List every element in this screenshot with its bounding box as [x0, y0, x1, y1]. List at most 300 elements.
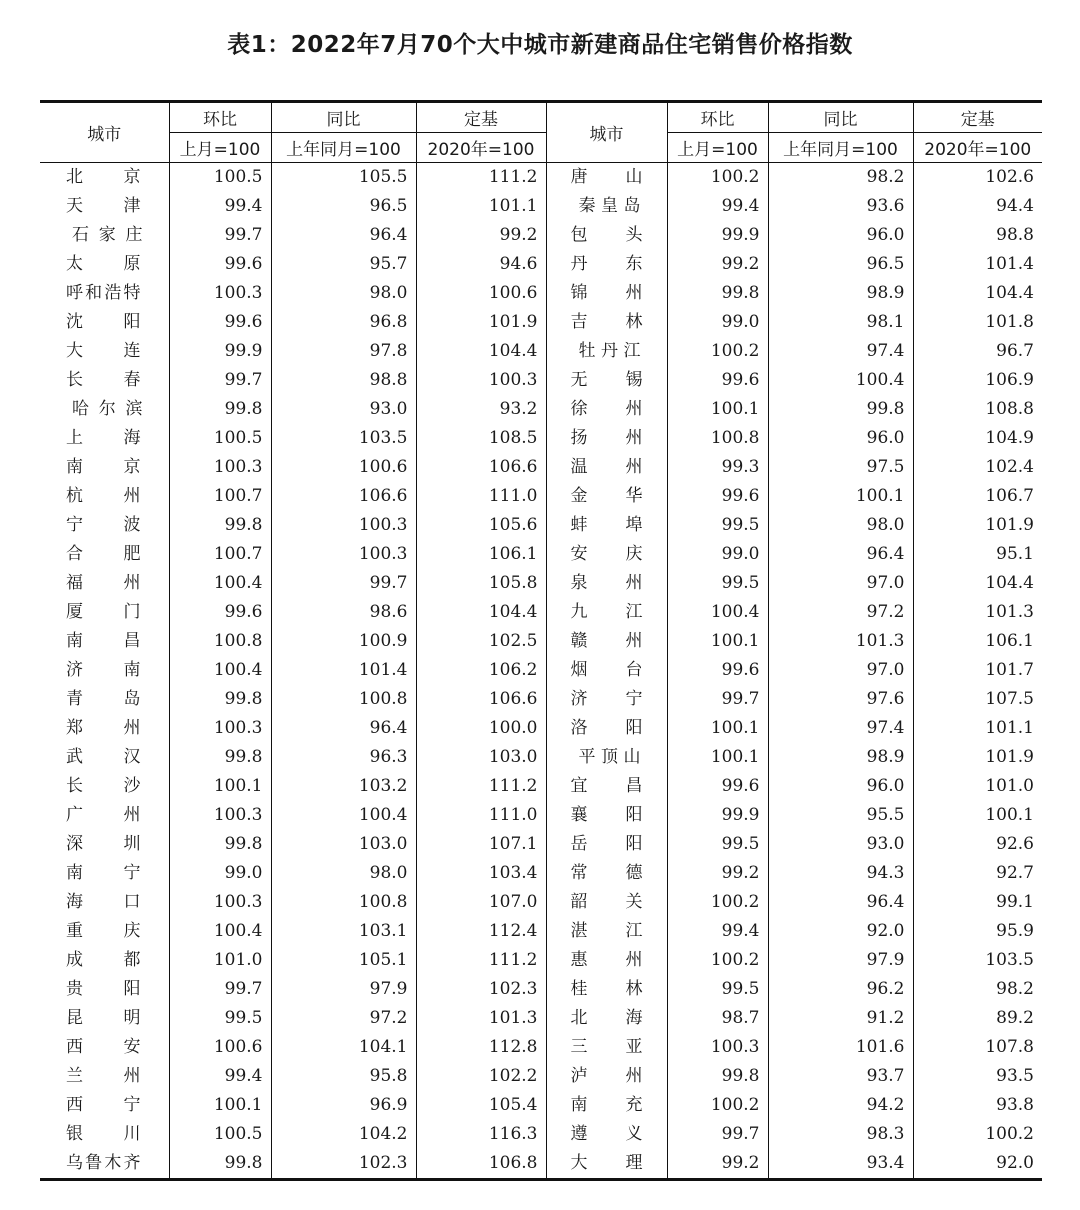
yoy-value-left: 103.5	[271, 424, 416, 453]
mom-value-right: 99.6	[667, 366, 768, 395]
mom-value-right: 99.5	[667, 975, 768, 1004]
yoy-value-right: 98.9	[768, 743, 913, 772]
fixed-value-left: 107.0	[416, 888, 546, 917]
mom-value-left: 99.8	[169, 830, 271, 859]
city-name-text: 北 海	[570, 1008, 643, 1028]
yoy-value-right: 97.2	[768, 598, 913, 627]
city-name-right	[546, 221, 667, 250]
mom-value-right: 99.7	[667, 685, 768, 714]
mom-value-left: 99.4	[169, 1062, 271, 1091]
fixed-value-left: 111.0	[416, 482, 546, 511]
city-name-text: 北 京	[66, 167, 141, 187]
table-row	[40, 772, 1042, 801]
city-name-text: 泉 州	[570, 573, 643, 593]
city-name-right	[546, 1091, 667, 1120]
yoy-value-left: 104.2	[271, 1120, 416, 1149]
fixed-value-right: 101.7	[985, 660, 1034, 680]
city-name-left	[40, 424, 169, 453]
yoy-value-right: 98.3	[768, 1120, 913, 1149]
city-name-right	[546, 1033, 667, 1062]
mom-value-right: 100.2	[667, 1091, 768, 1120]
city-name-text: 福 州	[66, 573, 141, 593]
yoy-value-left: 100.8	[271, 888, 416, 917]
table-row	[40, 917, 1042, 946]
city-name-left	[40, 569, 169, 598]
city-name-right	[546, 511, 667, 540]
table-row	[40, 1149, 1042, 1180]
city-name-text: 无 锡	[570, 370, 643, 390]
yoy-value-left: 105.1	[271, 946, 416, 975]
yoy-value-left: 97.8	[271, 337, 416, 366]
mom-value-left: 99.7	[169, 975, 271, 1004]
city-name-text: 长 沙	[66, 776, 141, 796]
mom-value-left: 99.5	[169, 1004, 271, 1033]
fixed-value-left: 99.2	[416, 221, 546, 250]
fixed-value-left: 101.3	[416, 1004, 546, 1033]
city-name-left	[40, 975, 169, 1004]
mom-value-left: 99.4	[169, 192, 271, 221]
city-name-text: 蚌 埠	[570, 515, 643, 535]
city-name-left	[40, 946, 169, 975]
mom-value-right: 99.9	[667, 801, 768, 830]
fixed-value-right: 92.7	[996, 863, 1034, 883]
mom-value-right: 99.0	[667, 308, 768, 337]
fixed-value-right: 104.4	[985, 283, 1034, 303]
table-row	[40, 946, 1042, 975]
mom-value-right: 99.9	[667, 221, 768, 250]
price-index-table	[40, 100, 1042, 1181]
fixed-value-right: 101.9	[985, 747, 1034, 767]
fixed-value-right: 98.8	[996, 225, 1034, 245]
fixed-value-right: 102.4	[985, 457, 1034, 477]
yoy-value-right: 100.4	[768, 366, 913, 395]
city-name-text: 温 州	[570, 457, 643, 477]
mom-value-left: 100.4	[169, 917, 271, 946]
table-title: 表1：2022年7月70个大中城市新建商品住宅销售价格指数	[227, 32, 853, 58]
city-name-left	[40, 598, 169, 627]
city-name-left	[40, 627, 169, 656]
mom-value-right: 100.1	[667, 743, 768, 772]
fixed-value-right: 101.9	[985, 515, 1034, 535]
city-name-text: 洛 阳	[570, 718, 643, 738]
yoy-value-left: 96.4	[271, 714, 416, 743]
yoy-value-right: 92.0	[768, 917, 913, 946]
table-row	[40, 714, 1042, 743]
city-name-text: 丹 东	[570, 254, 643, 274]
table-row	[40, 366, 1042, 395]
yoy-value-left: 95.7	[271, 250, 416, 279]
fixed-value-left: 102.2	[416, 1062, 546, 1091]
city-name-text: 宜 昌	[570, 776, 643, 796]
mom-value-right: 98.7	[667, 1004, 768, 1033]
table-row	[40, 453, 1042, 482]
table-row	[40, 250, 1042, 279]
fixed-value-left: 101.9	[416, 308, 546, 337]
table-row	[40, 163, 1042, 193]
fixed-value-right: 100.1	[985, 805, 1034, 825]
mom-value-left: 100.3	[169, 888, 271, 917]
fixed-value-right: 103.5	[985, 950, 1034, 970]
fixed-value-right: 95.9	[996, 921, 1034, 941]
city-name-right	[546, 1120, 667, 1149]
fixed-value-right: 92.6	[996, 834, 1034, 854]
table-header	[40, 102, 1042, 163]
city-name-text: 平 顶 山	[578, 747, 641, 767]
fixed-value-left: 106.8	[416, 1149, 546, 1180]
fixed-value-left: 106.2	[416, 656, 546, 685]
city-name-right	[546, 279, 667, 308]
city-name-text: 桂 林	[570, 979, 643, 999]
fixed-value-left: 101.1	[416, 192, 546, 221]
city-name-left	[40, 888, 169, 917]
city-name-text: 南 宁	[66, 863, 141, 883]
yoy-value-right: 96.2	[768, 975, 913, 1004]
header-mom-right: 环比	[667, 102, 768, 133]
city-name-right	[546, 1149, 667, 1180]
city-name-text: 青 岛	[66, 689, 141, 709]
city-name-text: 太 原	[66, 254, 141, 274]
city-name-right	[546, 656, 667, 685]
header-mom-base-right: 上月=100	[667, 133, 768, 163]
mom-value-right: 100.8	[667, 424, 768, 453]
yoy-value-left: 98.8	[271, 366, 416, 395]
yoy-value-right: 101.3	[768, 627, 913, 656]
city-name-text: 深 圳	[66, 834, 141, 854]
fixed-value-left: 107.1	[416, 830, 546, 859]
table-row	[40, 975, 1042, 1004]
city-name-text: 韶 关	[570, 892, 643, 912]
fixed-value-right: 104.4	[985, 573, 1034, 593]
mom-value-left: 99.8	[169, 743, 271, 772]
city-name-left	[40, 395, 169, 424]
city-name-left	[40, 772, 169, 801]
city-name-right	[546, 946, 667, 975]
city-name-text: 昆 明	[66, 1008, 141, 1028]
city-name-text: 贵 阳	[66, 979, 141, 999]
city-name-right	[546, 743, 667, 772]
mom-value-left: 100.1	[169, 772, 271, 801]
yoy-value-right: 97.6	[768, 685, 913, 714]
mom-value-left: 100.4	[169, 569, 271, 598]
city-name-text: 长 春	[66, 370, 141, 390]
mom-value-right: 99.7	[667, 1120, 768, 1149]
fixed-value-right: 92.0	[913, 1149, 1042, 1180]
city-name-right	[546, 888, 667, 917]
mom-value-left: 100.4	[169, 656, 271, 685]
city-name-text: 湛 江	[570, 921, 643, 941]
yoy-value-right: 98.1	[768, 308, 913, 337]
fixed-value-right: 101.0	[985, 776, 1034, 796]
yoy-value-right: 101.6	[768, 1033, 913, 1062]
mom-value-left: 99.6	[169, 308, 271, 337]
yoy-value-left: 96.4	[271, 221, 416, 250]
yoy-value-left: 106.6	[271, 482, 416, 511]
fixed-value-right: 98.2	[996, 979, 1034, 999]
table-row	[40, 540, 1042, 569]
mom-value-right: 99.8	[667, 1062, 768, 1091]
city-name-text: 合 肥	[66, 544, 141, 564]
city-name-right	[546, 424, 667, 453]
city-name-right	[546, 627, 667, 656]
city-name-right	[546, 482, 667, 511]
city-name-text: 海 口	[66, 892, 141, 912]
city-name-text: 唐 山	[570, 167, 643, 187]
table-row	[40, 337, 1042, 366]
mom-value-left: 100.5	[169, 1120, 271, 1149]
mom-value-left: 99.0	[169, 859, 271, 888]
mom-value-right: 100.2	[667, 888, 768, 917]
mom-value-right: 99.6	[667, 772, 768, 801]
header-fixed-base-right: 2020年=100	[913, 133, 1042, 163]
yoy-value-right: 97.4	[768, 337, 913, 366]
mom-value-left: 100.5	[169, 424, 271, 453]
yoy-value-right: 96.5	[768, 250, 913, 279]
yoy-value-left: 101.4	[271, 656, 416, 685]
city-name-text: 沈 阳	[66, 312, 141, 332]
mom-value-left: 100.3	[169, 279, 271, 308]
city-name-right	[546, 685, 667, 714]
yoy-value-left: 96.8	[271, 308, 416, 337]
fixed-value-left: 100.3	[416, 366, 546, 395]
city-name-left	[40, 221, 169, 250]
city-name-left	[40, 917, 169, 946]
yoy-value-left: 103.0	[271, 830, 416, 859]
header-mom-left: 环比	[169, 102, 271, 133]
mom-value-right: 100.2	[667, 946, 768, 975]
city-name-left	[40, 859, 169, 888]
mom-value-right: 99.6	[667, 482, 768, 511]
fixed-value-right: 106.9	[985, 370, 1034, 390]
city-name-text: 南 充	[570, 1095, 643, 1115]
city-name-text: 秦 皇 岛	[578, 196, 641, 216]
yoy-value-right: 98.0	[768, 511, 913, 540]
fixed-value-right: 101.3	[985, 602, 1034, 622]
yoy-value-left: 100.3	[271, 511, 416, 540]
header-yoy-base-right: 上年同月=100	[768, 133, 913, 163]
city-name-right	[546, 830, 667, 859]
city-name-text: 银 川	[66, 1124, 141, 1144]
yoy-value-right: 96.0	[768, 221, 913, 250]
city-name-right	[546, 308, 667, 337]
yoy-value-left: 96.9	[271, 1091, 416, 1120]
city-name-text: 天 津	[66, 196, 141, 216]
yoy-value-right: 93.4	[768, 1149, 913, 1180]
yoy-value-right: 97.9	[768, 946, 913, 975]
yoy-value-right: 96.0	[768, 772, 913, 801]
yoy-value-left: 103.1	[271, 917, 416, 946]
yoy-value-left: 95.8	[271, 1062, 416, 1091]
yoy-value-right: 97.5	[768, 453, 913, 482]
table-row	[40, 569, 1042, 598]
yoy-value-left: 97.9	[271, 975, 416, 1004]
city-name-left	[40, 1149, 169, 1180]
yoy-value-right: 97.0	[768, 656, 913, 685]
city-name-left	[40, 714, 169, 743]
city-name-text: 乌 鲁 木 齐	[66, 1153, 141, 1173]
table-row	[40, 192, 1042, 221]
city-name-left	[40, 366, 169, 395]
table-row	[40, 221, 1042, 250]
table-row	[40, 1091, 1042, 1120]
mom-value-left: 99.8	[169, 1149, 271, 1180]
header-yoy-left: 同比	[271, 102, 416, 133]
header-mom-base-left: 上月=100	[169, 133, 271, 163]
city-name-text: 常 德	[570, 863, 643, 883]
city-name-text: 金 华	[570, 486, 643, 506]
fixed-value-left: 100.6	[416, 279, 546, 308]
city-name-text: 赣 州	[570, 631, 643, 651]
city-name-text: 郑 州	[66, 718, 141, 738]
yoy-value-left: 96.3	[271, 743, 416, 772]
mom-value-right: 99.3	[667, 453, 768, 482]
city-name-right	[546, 540, 667, 569]
fixed-value-left: 112.8	[416, 1033, 546, 1062]
city-name-right	[546, 337, 667, 366]
yoy-value-left: 100.6	[271, 453, 416, 482]
city-name-text: 吉 林	[570, 312, 643, 332]
city-name-right	[546, 1062, 667, 1091]
city-name-right	[546, 917, 667, 946]
city-name-left	[40, 743, 169, 772]
city-name-left	[40, 1004, 169, 1033]
city-name-text: 锦 州	[570, 283, 643, 303]
city-name-left	[40, 1062, 169, 1091]
header-fixed-base-left: 2020年=100	[416, 133, 546, 163]
fixed-value-left: 104.4	[416, 337, 546, 366]
mom-value-right: 99.0	[667, 540, 768, 569]
fixed-value-left: 105.4	[416, 1091, 546, 1120]
fixed-value-left: 111.2	[416, 163, 546, 193]
yoy-value-left: 100.8	[271, 685, 416, 714]
yoy-value-left: 100.4	[271, 801, 416, 830]
yoy-value-right: 94.3	[768, 859, 913, 888]
city-name-text: 安 庆	[570, 544, 643, 564]
city-name-text: 呼 和 浩 特	[66, 283, 141, 303]
city-name-left	[40, 656, 169, 685]
mom-value-right: 99.8	[667, 279, 768, 308]
city-name-right	[546, 714, 667, 743]
city-name-left	[40, 308, 169, 337]
mom-value-left: 99.8	[169, 685, 271, 714]
mom-value-left: 99.6	[169, 250, 271, 279]
city-name-left	[40, 482, 169, 511]
city-name-right	[546, 192, 667, 221]
city-name-left	[40, 1033, 169, 1062]
city-name-text: 遵 义	[570, 1124, 643, 1144]
mom-value-right: 99.2	[667, 859, 768, 888]
city-name-text: 兰 州	[66, 1066, 141, 1086]
yoy-value-left: 103.2	[271, 772, 416, 801]
table-row	[40, 511, 1042, 540]
mom-value-right: 100.2	[667, 337, 768, 366]
mom-value-right: 99.5	[667, 569, 768, 598]
city-name-left	[40, 540, 169, 569]
city-name-left	[40, 163, 169, 193]
mom-value-left: 99.8	[169, 395, 271, 424]
yoy-value-left: 100.3	[271, 540, 416, 569]
mom-value-left: 99.7	[169, 221, 271, 250]
fixed-value-left: 104.4	[416, 598, 546, 627]
city-name-right	[546, 1004, 667, 1033]
yoy-value-left: 102.3	[271, 1149, 416, 1180]
header-fixed-right: 定基	[913, 102, 1042, 133]
mom-value-left: 100.7	[169, 540, 271, 569]
fixed-value-left: 105.6	[416, 511, 546, 540]
fixed-value-right: 106.7	[985, 486, 1034, 506]
mom-value-left: 100.1	[169, 1091, 271, 1120]
yoy-value-right: 97.4	[768, 714, 913, 743]
city-name-left	[40, 250, 169, 279]
fixed-value-left: 111.0	[416, 801, 546, 830]
city-name-right	[546, 395, 667, 424]
mom-value-left: 100.3	[169, 801, 271, 830]
city-name-right	[546, 859, 667, 888]
city-name-text: 杭 州	[66, 486, 141, 506]
fixed-value-left: 106.1	[416, 540, 546, 569]
mom-value-left: 100.8	[169, 627, 271, 656]
mom-value-left: 99.9	[169, 337, 271, 366]
fixed-value-left: 103.4	[416, 859, 546, 888]
fixed-value-left: 106.6	[416, 453, 546, 482]
yoy-value-left: 98.6	[271, 598, 416, 627]
fixed-value-right: 96.7	[996, 341, 1034, 361]
city-name-text: 重 庆	[66, 921, 141, 941]
city-name-text: 扬 州	[570, 428, 643, 448]
fixed-value-right: 104.9	[985, 428, 1034, 448]
mom-value-right: 99.5	[667, 830, 768, 859]
fixed-value-left: 111.2	[416, 946, 546, 975]
fixed-value-right: 95.1	[996, 544, 1034, 564]
city-name-text: 济 宁	[570, 689, 643, 709]
city-name-text: 南 昌	[66, 631, 141, 651]
yoy-value-right: 98.2	[768, 163, 913, 193]
city-name-text: 西 安	[66, 1037, 141, 1057]
fixed-value-left: 112.4	[416, 917, 546, 946]
yoy-value-right: 94.2	[768, 1091, 913, 1120]
yoy-value-right: 96.4	[768, 540, 913, 569]
city-name-text: 大 理	[570, 1153, 643, 1173]
mom-value-right: 99.2	[667, 1149, 768, 1180]
city-name-left	[40, 337, 169, 366]
mom-value-left: 99.7	[169, 366, 271, 395]
city-name-text: 广 州	[66, 805, 141, 825]
fixed-value-left: 105.8	[416, 569, 546, 598]
fixed-value-right: 89.2	[996, 1008, 1034, 1028]
city-name-right	[546, 598, 667, 627]
table-row	[40, 308, 1042, 337]
mom-value-left: 100.7	[169, 482, 271, 511]
mom-value-right: 100.2	[667, 163, 768, 193]
city-name-right	[546, 975, 667, 1004]
city-name-text: 南 京	[66, 457, 141, 477]
city-name-left	[40, 1091, 169, 1120]
city-name-text: 济 南	[66, 660, 141, 680]
city-name-text: 西 宁	[66, 1095, 141, 1115]
mom-value-right: 99.4	[667, 917, 768, 946]
mom-value-right: 100.3	[667, 1033, 768, 1062]
city-name-text: 包 头	[570, 225, 643, 245]
city-name-right	[546, 250, 667, 279]
mom-value-right: 100.4	[667, 598, 768, 627]
yoy-value-right: 99.8	[768, 395, 913, 424]
city-name-text: 三 亚	[570, 1037, 643, 1057]
mom-value-left: 99.6	[169, 598, 271, 627]
yoy-value-right: 96.4	[768, 888, 913, 917]
city-name-left	[40, 511, 169, 540]
fixed-value-left: 106.6	[416, 685, 546, 714]
table-body	[40, 163, 1042, 1180]
header-city-right: 城市	[546, 102, 667, 163]
